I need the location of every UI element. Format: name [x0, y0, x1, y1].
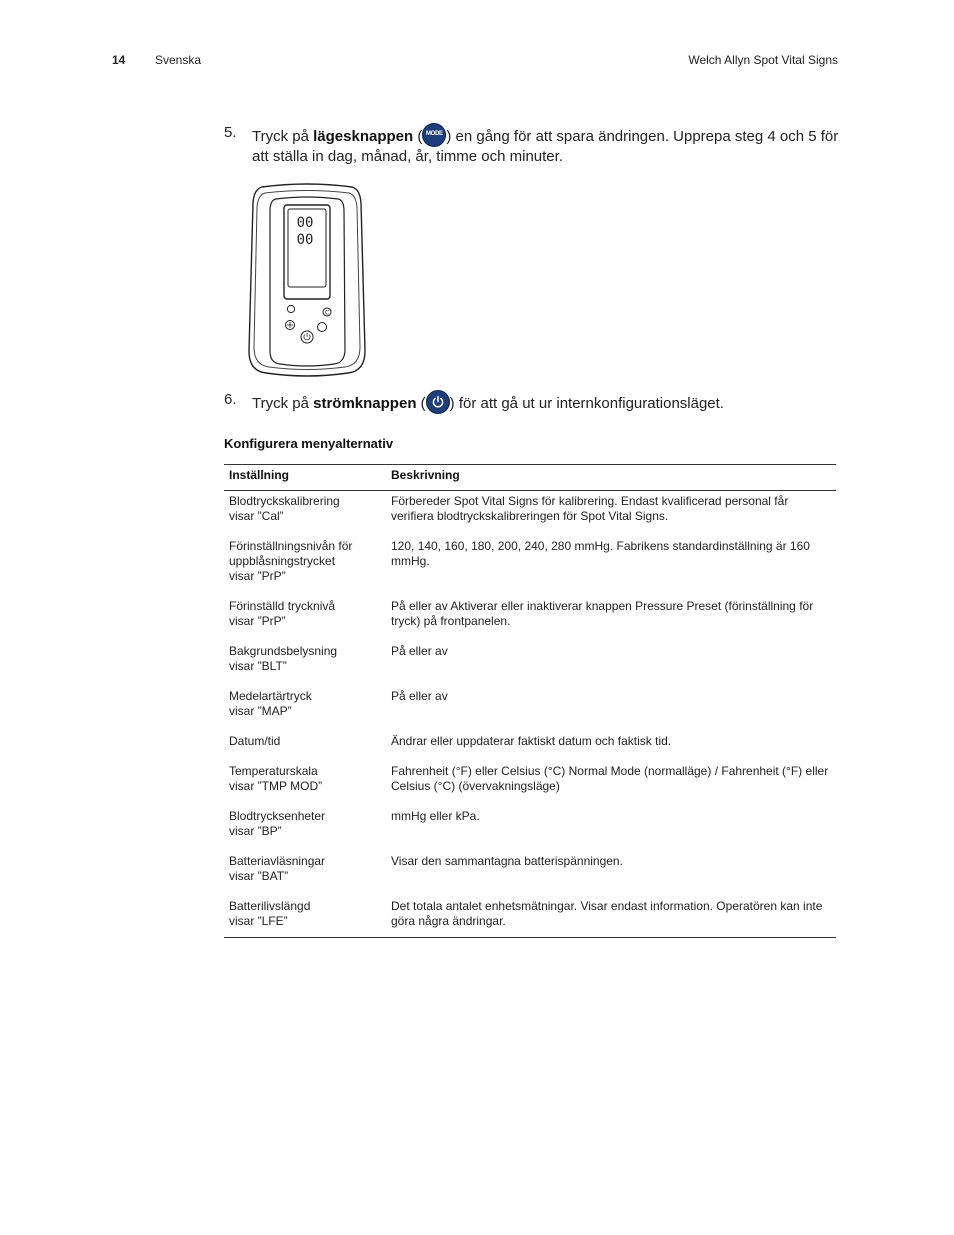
setting-cell — [224, 730, 386, 760]
column-header-description: Beskrivning — [386, 465, 836, 491]
description-cell: Det totala antalet enhetsmätningar. Visar endast information. Operatören kan inte göra några ändringar. — [386, 895, 836, 938]
setting-line: Batteriavläsningar — [229, 854, 326, 868]
power-button-term: strömknappen — [313, 395, 417, 412]
setting-cell — [224, 535, 386, 595]
description-cell: Visar den sammantagna batterispänningen. — [391, 854, 623, 868]
step-text-part: Tryck på — [252, 128, 314, 145]
setting-line: visar ”TMP MOD” — [229, 779, 323, 793]
setting-cell — [224, 685, 386, 730]
setting-line: uppblåsningstrycket — [229, 554, 336, 568]
table-row — [224, 595, 836, 640]
description-cell: 120, 140, 160, 180, 200, 240, 280 mmHg. Fabrikens standardinställning är 160 mmHg. — [391, 539, 810, 568]
table-row — [224, 805, 836, 850]
setting-cell — [224, 640, 386, 685]
setting-line: Blodtrycksenheter — [229, 809, 326, 823]
step-text-part: ) en gång för att spara ändringen. Upprepa steg 4 och 5 för att ställa in dag, månad, år, timme och minuter. — [252, 128, 839, 165]
setting-line: Temperaturskala — [229, 764, 318, 778]
column-header-setting: Inställning — [224, 465, 386, 491]
table-header-row — [224, 465, 836, 491]
setting-cell — [224, 491, 386, 536]
setting-line: visar ”BP” — [229, 824, 282, 838]
display-reading-1: 00 — [296, 215, 314, 231]
step-text-part: Tryck på — [252, 395, 314, 412]
table-row — [224, 491, 836, 536]
setting-line: Förinställd trycknivå — [229, 599, 336, 613]
step-text-part: ( — [413, 128, 423, 145]
description-cell: Fahrenheit (°F) eller Celsius (°C) Normal Mode (normalläge) / Fahrenheit (°F) eller Celsius (°C) (övervakningsläge) — [391, 764, 829, 793]
description-cell: På eller av Aktiverar eller inaktiverar knappen Pressure Preset (förinställning för tryck) på frontpanelen. — [391, 599, 814, 628]
setting-line: visar ”PrP” — [229, 569, 286, 583]
setting-line: visar ”BLT” — [229, 659, 287, 673]
setting-cell — [224, 895, 386, 938]
header-product-name: Welch Allyn Spot Vital Signs — [688, 53, 838, 67]
step-number: 6. — [224, 391, 237, 408]
setting-line: visar ”PrP” — [229, 614, 286, 628]
setting-cell — [224, 595, 386, 640]
step-5 — [224, 123, 842, 166]
table-row — [224, 895, 836, 938]
setting-line: visar ”BAT” — [229, 869, 289, 883]
setting-cell — [224, 760, 386, 805]
setting-line: Datum/tid — [229, 734, 281, 748]
setting-cell — [224, 850, 386, 895]
config-menu-table — [224, 464, 836, 938]
table-row — [224, 850, 836, 895]
table-body — [224, 491, 836, 938]
description-cell: Ändrar eller uppdaterar faktiskt datum och faktisk tid. — [391, 734, 672, 748]
setting-line: visar ”MAP” — [229, 704, 292, 718]
mode-button-term: lägesknappen — [313, 128, 414, 145]
mode-button-on-device — [318, 323, 327, 332]
description-cell: Förbereder Spot Vital Signs för kalibrering. Endast kvalificerad personal får verifiera blodtryckskalibreringen för Spot Vital Signs. — [391, 494, 789, 523]
step-number: 5. — [224, 124, 237, 141]
setting-cell — [224, 805, 386, 850]
page-number: 14 — [112, 53, 126, 67]
header-language: Svenska — [155, 53, 202, 67]
setting-line: Blodtryckskalibrering — [229, 494, 340, 508]
c-button-label: C — [325, 309, 330, 317]
setting-line: Bakgrundsbelysning — [229, 644, 338, 658]
step-text — [252, 390, 842, 414]
setting-line: Förinställningsnivån för — [229, 539, 353, 553]
table-row — [224, 685, 836, 730]
description-cell: På eller av — [391, 644, 448, 658]
setting-line: visar ”LFE” — [229, 914, 288, 928]
description-cell: mmHg eller kPa. — [391, 809, 480, 823]
mode-button-icon — [422, 123, 446, 147]
step-6 — [224, 390, 842, 414]
step-text — [252, 123, 842, 166]
description-cell: På eller av — [391, 689, 448, 703]
display-reading-2: 00 — [296, 232, 314, 248]
table-row — [224, 640, 836, 685]
mode-icon-label: MODE — [425, 131, 443, 137]
setting-line: Medelartärtryck — [229, 689, 312, 703]
section-title: Konfigurera menyalternativ — [224, 436, 394, 451]
setting-line: visar ”Cal” — [229, 509, 284, 523]
setting-line: Batterilivslängd — [229, 899, 311, 913]
table-row — [224, 535, 836, 595]
device-button — [287, 305, 294, 312]
device-illustration — [248, 183, 366, 379]
step-text-part: ( — [416, 395, 426, 412]
table-row — [224, 760, 836, 805]
step-text-part: ) för att gå ut ur internkonfigurationsläget. — [449, 395, 724, 412]
table-row — [224, 730, 836, 760]
power-icon — [426, 390, 450, 414]
